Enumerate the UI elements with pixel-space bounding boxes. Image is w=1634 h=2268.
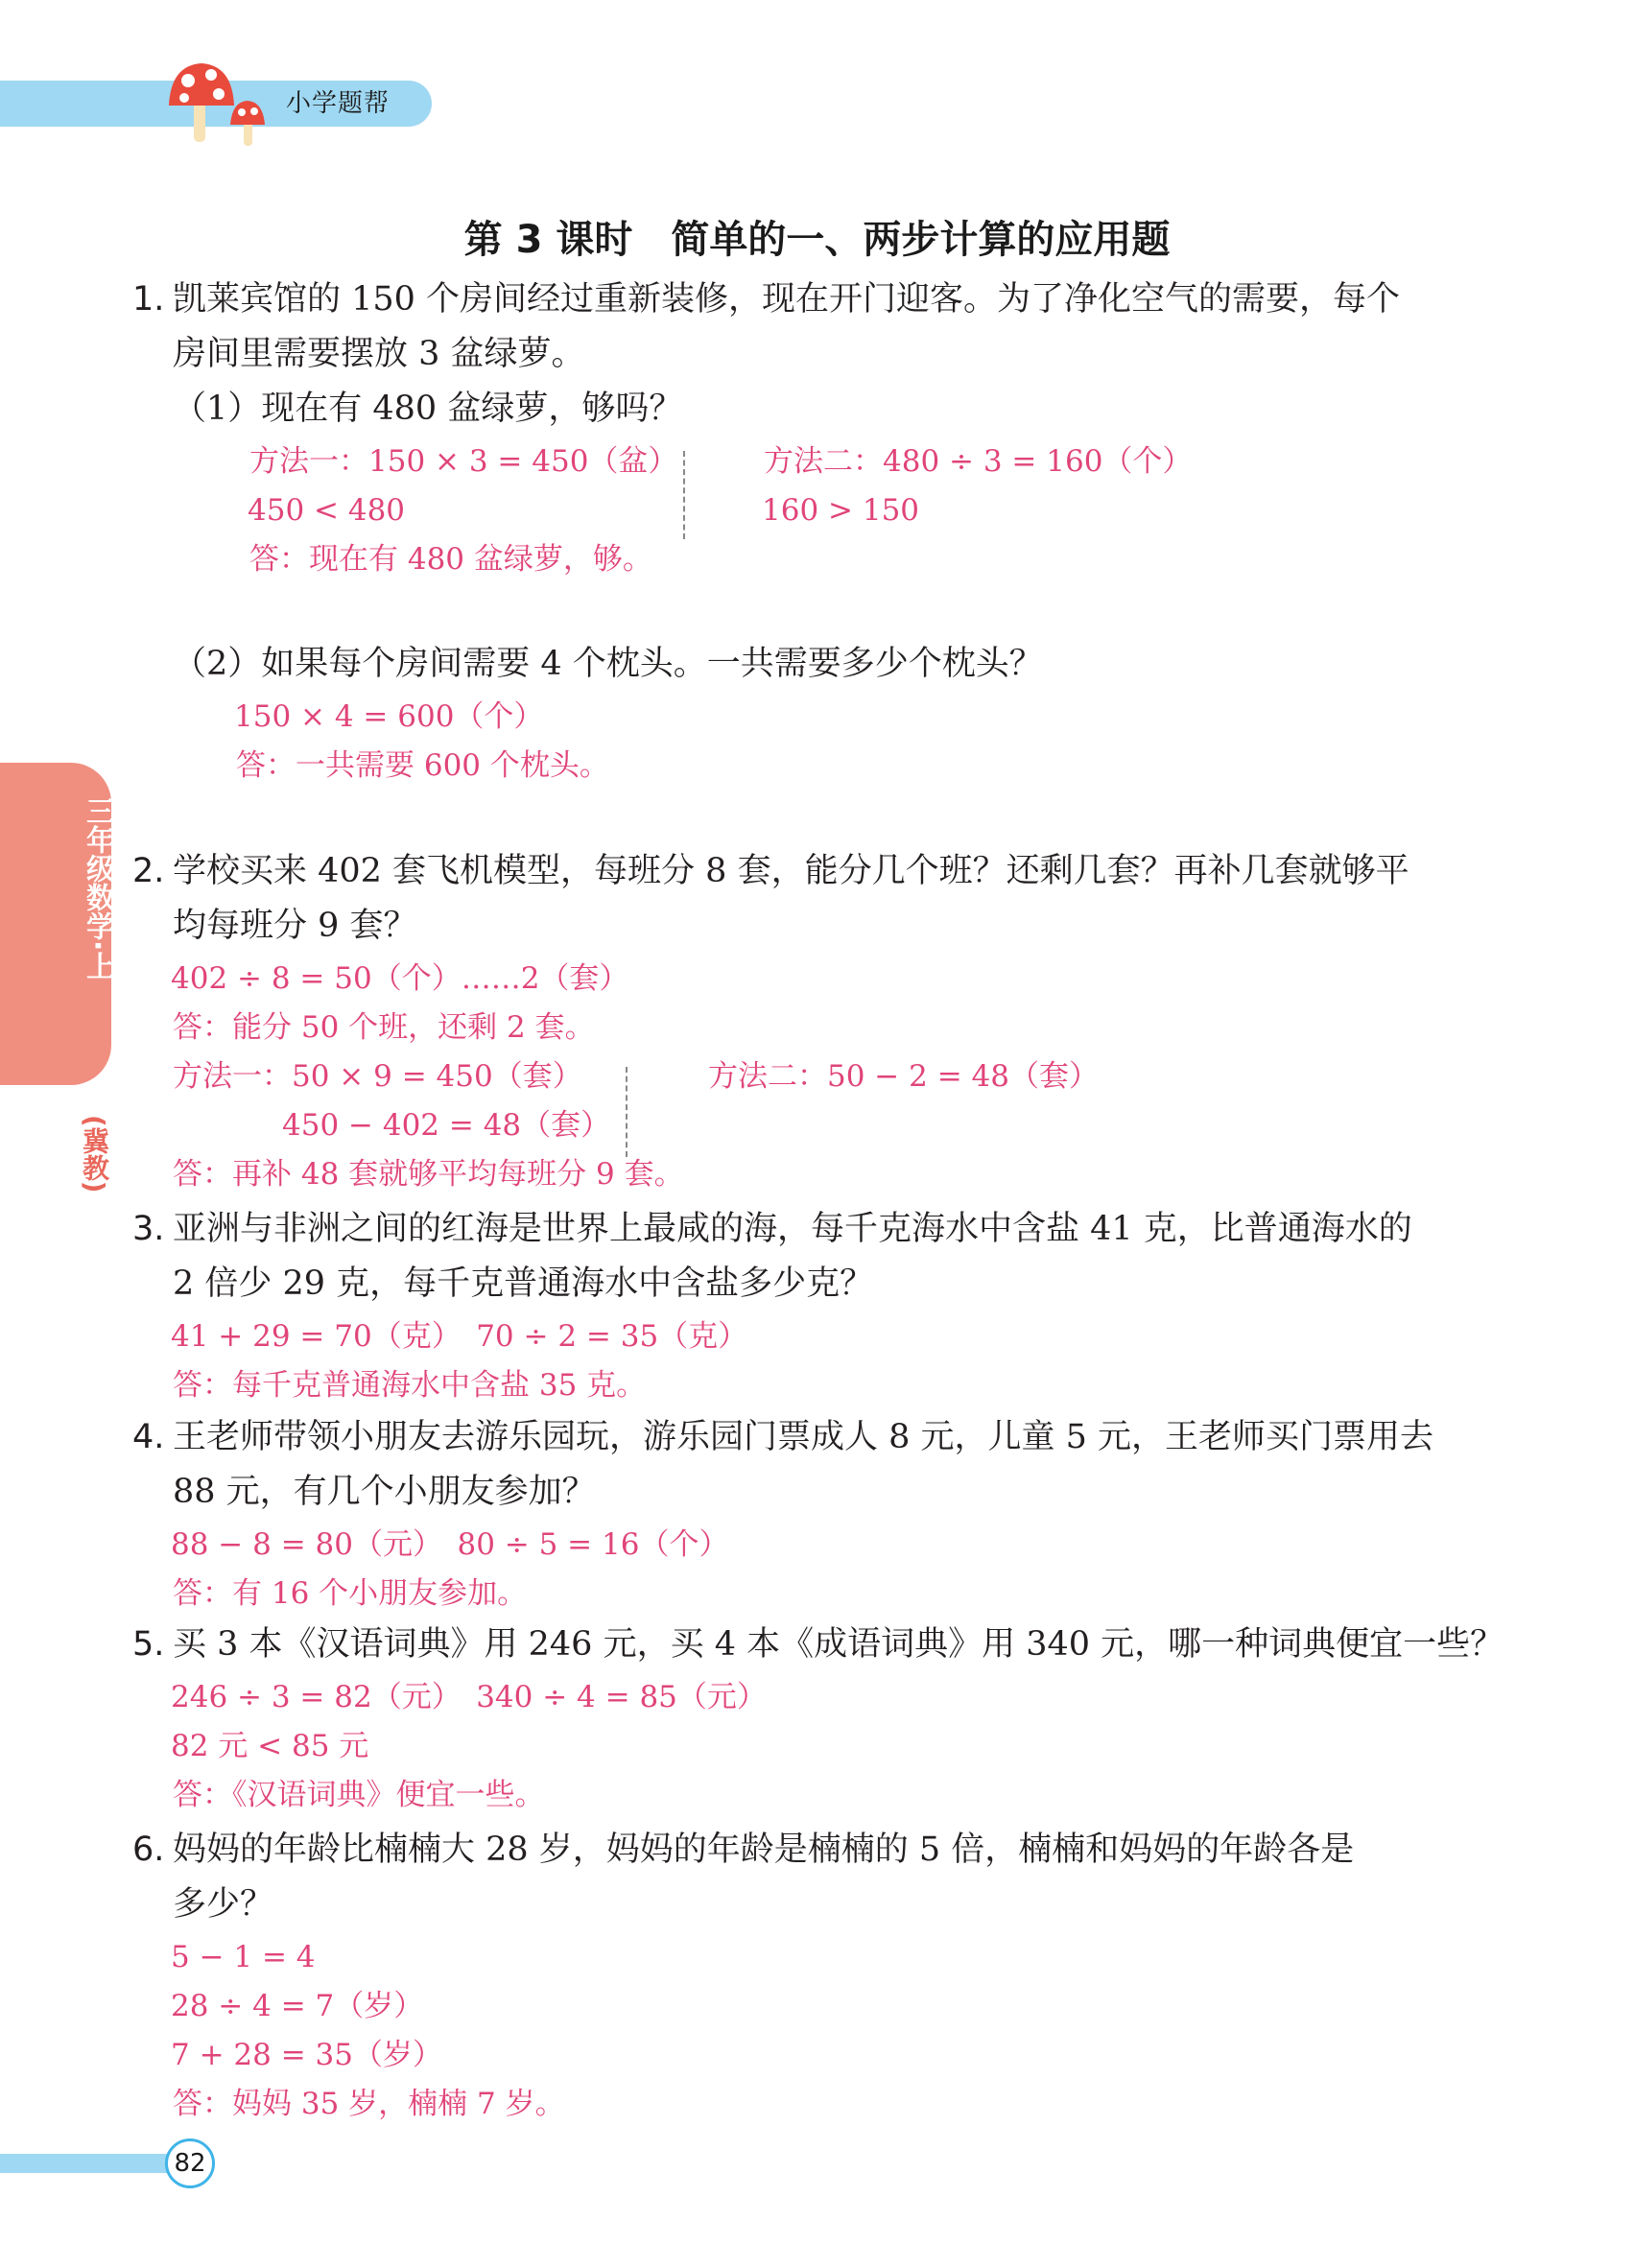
- answer-line: 160 > 150: [762, 493, 920, 528]
- question-text: 2 倍少 29 克，每千克普通海水中含盐多少克？: [173, 1264, 874, 1303]
- question-number: 1.: [132, 280, 165, 319]
- answer-line: 答：《汉语词典》便宜一些。: [173, 1778, 545, 1812]
- answer-line: 41 + 29 = 70（克） 70 ÷ 2 = 35（克）: [171, 1319, 748, 1354]
- method-divider: [626, 1067, 628, 1157]
- answer-line: 246 ÷ 3 = 82（元） 340 ÷ 4 = 85（元）: [171, 1680, 767, 1714]
- answer-line: 答：现在有 480 盆绿萝，够。: [249, 542, 652, 577]
- question-text: 亚洲与非洲之间的红海是世界上最咸的海，每千克海水中含盐 41 克，比普通海水的: [173, 1210, 1412, 1248]
- question-number: 2.: [132, 852, 165, 890]
- page-title: 第 3 课时 简单的一、两步计算的应用题: [463, 218, 1171, 262]
- question-text: 88 元，有几个小朋友参加？: [173, 1473, 596, 1511]
- question-number: 6.: [132, 1831, 165, 1869]
- sub-question: （1）现在有 480 盆绿萝，够吗？: [173, 390, 683, 428]
- answer-line: 答：能分 50 个班，还剩 2 套。: [173, 1010, 595, 1045]
- answer-line: 答：再补 48 套就够平均每班分 9 套。: [173, 1157, 684, 1192]
- answer-line: 方法二：50 − 2 = 48（套）: [708, 1059, 1099, 1094]
- question-text: 房间里需要摆放 3 盆绿萝。: [173, 335, 585, 373]
- answer-line: 答：有 16 个小朋友参加。: [173, 1576, 528, 1611]
- question-text: 均每班分 9 套？: [173, 907, 417, 945]
- answer-line: 5 − 1 = 4: [171, 1940, 316, 1974]
- footer-bar: [0, 2154, 192, 2173]
- question-text: 学校买来 402 套飞机模型，每班分 8 套，能分几个班？还剩几套？再补几套就够平: [173, 852, 1409, 890]
- answer-line: 答：每千克普通海水中含盐 35 克。: [173, 1368, 647, 1403]
- side-tab-grade: 三年级数学·上: [81, 796, 114, 980]
- method-divider: [683, 451, 685, 539]
- answer-line: 82 元 < 85 元: [171, 1729, 369, 1763]
- question-text: 凯莱宾馆的 150 个房间经过重新装修，现在开门迎客。为了净化空气的需要，每个: [173, 280, 1401, 319]
- question-number: 5.: [132, 1625, 165, 1664]
- question-text: 王老师带领小朋友去游乐园玩，游乐园门票成人 8 元，儿童 5 元，王老师买门票用去: [173, 1418, 1434, 1456]
- answer-line: 方法一：150 × 3 = 450（盆）: [249, 444, 678, 479]
- answer-line: 7 + 28 = 35（岁）: [171, 2038, 442, 2072]
- question-number: 4.: [132, 1418, 165, 1456]
- sub-question: （2）如果每个房间需要 4 个枕头。一共需要多少个枕头？: [173, 645, 1043, 683]
- header-brand: 小学题帮: [286, 89, 391, 118]
- answer-line: 150 × 4 = 600（个）: [234, 699, 544, 734]
- answer-line: 88 − 8 = 80（元） 80 ÷ 5 = 16（个）: [171, 1527, 729, 1562]
- page-number: 82: [165, 2138, 215, 2188]
- answer-line: 答：妈妈 35 岁，楠楠 7 岁。: [173, 2087, 565, 2121]
- answer-line: 402 ÷ 8 = 50（个）……2（套）: [171, 961, 629, 996]
- question-text: 妈妈的年龄比楠楠大 28 岁，妈妈的年龄是楠楠的 5 倍，楠楠和妈妈的年龄各是: [173, 1831, 1355, 1869]
- question-text: 多少？: [173, 1885, 274, 1924]
- answer-line: 答：一共需要 600 个枕头。: [236, 748, 609, 783]
- question-text: 买 3 本《汉语词典》用 246 元，买 4 本《成语词典》用 340 元，哪一种词典便宜一些？: [173, 1625, 1504, 1664]
- mushroom-icon: [163, 58, 288, 150]
- side-tab-edition: (冀教): [79, 1115, 110, 1193]
- answer-line: 450 < 480: [248, 493, 406, 528]
- answer-line: 方法二：480 ÷ 3 = 160（个）: [764, 444, 1193, 479]
- answer-line: 方法一：50 × 9 = 450（套）: [173, 1059, 582, 1094]
- answer-line: 450 − 402 = 48（套）: [282, 1108, 611, 1143]
- answer-line: 28 ÷ 4 = 7（岁）: [171, 1989, 424, 2023]
- question-number: 3.: [132, 1210, 165, 1248]
